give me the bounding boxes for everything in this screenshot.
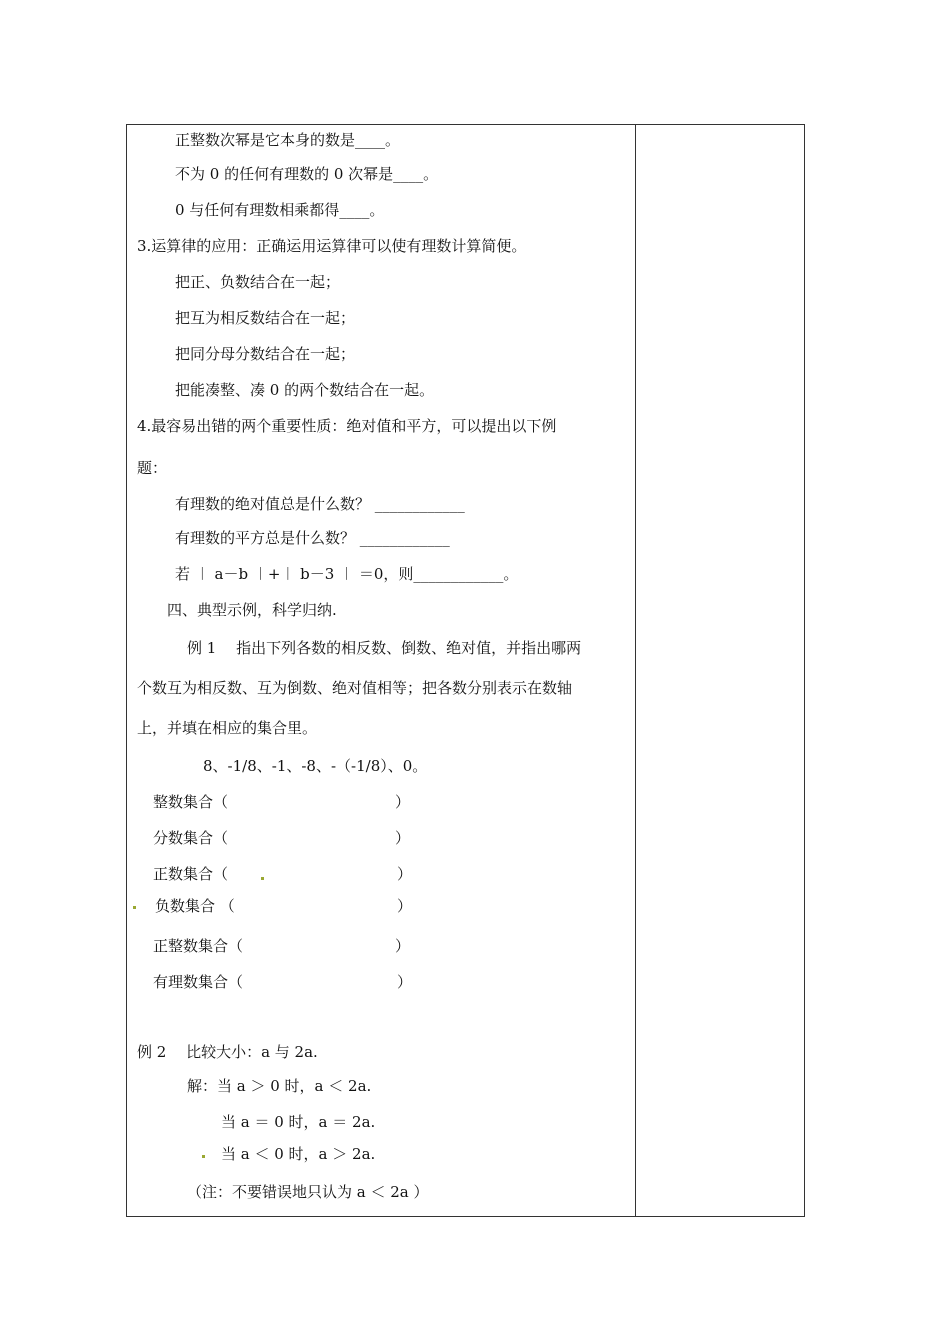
text-line: 例 1 指出下列各数的相反数、倒数、绝对值，并指出哪两 xyxy=(187,639,582,657)
text-line: 四、典型示例，科学归纳. xyxy=(167,601,337,619)
set-label-integers: 整数集合（ xyxy=(153,793,229,811)
text-line: 把同分母分数结合在一起； xyxy=(175,345,356,363)
set-label-fractions: 分数集合（ xyxy=(153,829,229,847)
text-line: 若 ︱ a－b ︱+︱ b－3 ︱ ＝0，则____________。 xyxy=(175,565,519,583)
text-line: 有理数的平方总是什么数？ ____________ xyxy=(175,529,450,547)
set-close-paren: ） xyxy=(397,897,413,915)
text-line: 正整数次幂是它本身的数是____。 xyxy=(175,131,401,149)
text-line: 解：当 a ＞ 0 时，a ＜ 2a. xyxy=(187,1077,372,1095)
text-line: 当 a ＜ 0 时，a ＞ 2a. xyxy=(221,1145,376,1163)
text-line: 把能凑整、凑 0 的两个数结合在一起。 xyxy=(175,381,435,399)
text-line: 题： xyxy=(137,459,168,477)
worksheet-table xyxy=(126,124,805,1217)
text-line: 0 与任何有理数相乘都得____。 xyxy=(175,201,385,219)
text-line: 3.运算律的应用：正确运用运算律可以使有理数计算简便。 xyxy=(137,237,527,255)
set-close-paren: ） xyxy=(395,793,411,811)
text-line: 把互为相反数结合在一起； xyxy=(175,309,356,327)
text-line: 有理数的绝对值总是什么数？ ____________ xyxy=(175,495,465,513)
stray-mark xyxy=(261,877,264,880)
text-line: 例 2 比较大小：a 与 2a. xyxy=(137,1043,318,1061)
text-line: 当 a ＝ 0 时，a ＝ 2a. xyxy=(221,1113,376,1131)
text-line: 把正、负数结合在一起； xyxy=(175,273,341,291)
set-close-paren: ） xyxy=(397,973,413,991)
set-close-paren: ） xyxy=(397,865,413,883)
text-line: 4.最容易出错的两个重要性质：绝对值和平方，可以提出以下例 xyxy=(137,417,557,435)
set-label-rationals: 有理数集合（ xyxy=(153,973,244,991)
set-label-positive-integers: 正整数集合（ xyxy=(153,937,244,955)
column-divider xyxy=(635,125,636,1216)
text-line: 8、-1/8、-1、-8、-（-1/8）、0。 xyxy=(203,757,428,775)
set-close-paren: ） xyxy=(395,937,411,955)
text-line: 个数互为相反数、互为倒数、绝对值相等；把各数分别表示在数轴 xyxy=(137,679,573,697)
set-label-positives: 正数集合（ xyxy=(153,865,229,883)
text-line: （注：不要错误地只认为 a ＜ 2a ） xyxy=(187,1183,429,1201)
text-line: 不为 0 的任何有理数的 0 次幂是____。 xyxy=(175,165,439,183)
set-close-paren: ） xyxy=(395,829,411,847)
text-line: 上，并填在相应的集合里。 xyxy=(137,719,318,737)
set-label-negatives: 负数集合 （ xyxy=(155,897,235,915)
stray-mark xyxy=(202,1155,205,1158)
stray-mark xyxy=(133,906,136,909)
